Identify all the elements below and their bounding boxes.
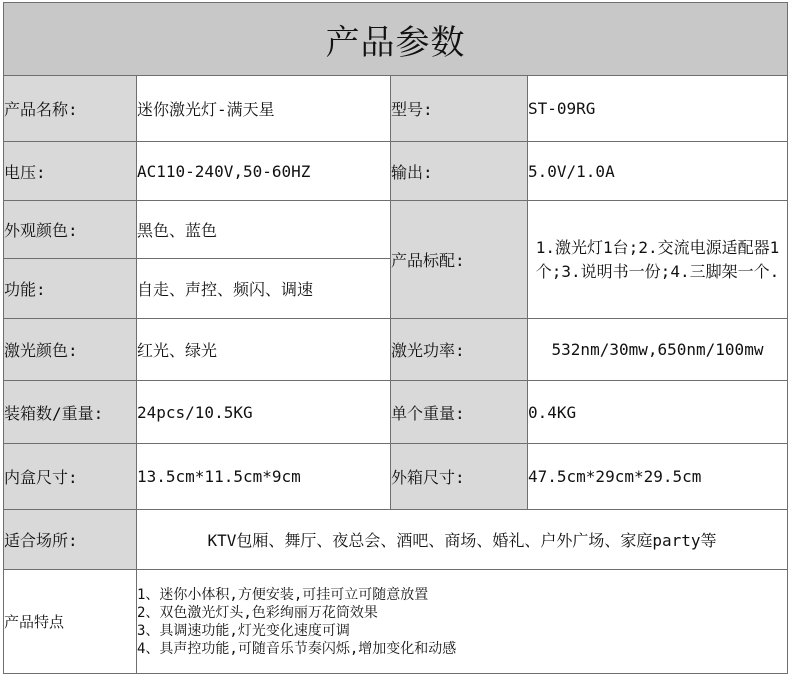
outer-box-size-value: 47.5cm*29cm*29.5cm — [528, 444, 788, 510]
features-label: 产品特点 — [4, 570, 137, 674]
product-spec-table — [3, 2, 788, 674]
laser-power-label: 激光功率: — [391, 319, 528, 381]
model-label: 型号: — [391, 76, 528, 142]
output-value: 5.0V/1.0A — [528, 142, 788, 201]
product-name-label: 产品名称: — [4, 76, 137, 142]
venue-label: 适合场所: — [4, 510, 137, 570]
feature-item: 1、迷你小体积,方便安装,可挂可立可随意放置 — [137, 586, 429, 603]
accessories-value: 1.激光灯1台;2.交流电源适配器1个;3.说明书一份;4.三脚架一个. — [528, 201, 788, 319]
feature-item: 2、双色激光灯头,色彩绚丽万花筒效果 — [137, 604, 378, 621]
feature-item: 4、具声控功能,可随音乐节奏闪烁,增加变化和动感 — [137, 640, 457, 657]
model-value: ST-09RG — [528, 76, 788, 142]
packing-value: 24pcs/10.5KG — [137, 381, 391, 444]
table-title: 产品参数 — [4, 3, 788, 76]
appearance-color-value: 黑色、蓝色 — [137, 201, 391, 259]
feature-item: 3、具调速功能,灯光变化速度可调 — [137, 622, 350, 639]
voltage-label: 电压: — [4, 142, 137, 201]
features-list — [137, 570, 788, 674]
laser-color-label: 激光颜色: — [4, 319, 137, 381]
inner-box-size-value: 13.5cm*11.5cm*9cm — [137, 444, 391, 510]
accessories-label: 产品标配: — [391, 201, 528, 319]
unit-weight-value: 0.4KG — [528, 381, 788, 444]
inner-box-size-label: 内盒尺寸: — [4, 444, 137, 510]
unit-weight-label: 单个重量: — [391, 381, 528, 444]
laser-color-value: 红光、绿光 — [137, 319, 391, 381]
product-name-value: 迷你激光灯-满天星 — [137, 76, 391, 142]
packing-label: 装箱数/重量: — [4, 381, 137, 444]
venue-value: KTV包厢、舞厅、夜总会、酒吧、商场、婚礼、户外广场、家庭party等 — [137, 510, 788, 570]
outer-box-size-label: 外箱尺寸: — [391, 444, 528, 510]
output-label: 输出: — [391, 142, 528, 201]
function-label: 功能: — [4, 259, 137, 319]
appearance-color-label: 外观颜色: — [4, 201, 137, 259]
voltage-value: AC110-240V,50-60HZ — [137, 142, 391, 201]
function-value: 自走、声控、频闪、调速 — [137, 259, 391, 319]
laser-power-value: 532nm/30mw,650nm/100mw — [528, 319, 788, 381]
